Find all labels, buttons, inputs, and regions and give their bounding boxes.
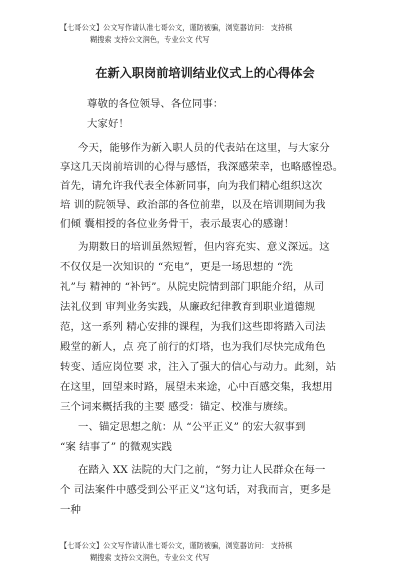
header-notice-line1: 【七哥公文】公文写作请认准七哥公文，谨防被骗，浏览器访问： 支持棋 bbox=[60, 23, 293, 32]
salutation: 尊敬的各位领导、各位同事： bbox=[87, 98, 224, 110]
paragraph-line: 不仅仅是一次知识的 “充电”，更是一场思想的 “洗 bbox=[60, 261, 293, 273]
section-heading: 一、锚定思想之航：从 “公平正义” 的宏大叙事到 bbox=[78, 421, 306, 433]
greeting: 大家好！ bbox=[87, 118, 129, 130]
paragraph-line: 殿堂的新人，点 亮了前行的灯塔，也为我们尽快完成角色 bbox=[60, 341, 326, 353]
header-notice bbox=[60, 22, 360, 46]
paragraph-line: 法礼仪到 审判业务实践，从廉政纪律教育到职业道德规 bbox=[60, 301, 316, 313]
paragraph-line: 一种 bbox=[60, 504, 81, 516]
paragraph-line: 转变、适应岗位要 求，注入了强大的信心与动力。此刻，站 bbox=[60, 361, 337, 373]
section-heading: “案 结事了” 的微观实践 bbox=[60, 441, 173, 453]
paragraph-line: 享这几天岗前培训的心得与感悟，我深感荣幸，也略感惶恐。 bbox=[60, 161, 344, 173]
paragraph-line: 三个词来概括我的主要 感受：锚定、校准与赓续。 bbox=[60, 401, 295, 413]
paragraph-line: 培 训的院领导、政治部的各位前辈，以及在培训期间为我 bbox=[60, 199, 326, 211]
header-notice-line2: 糊搜索 支持公文润色，专业公文 代写 bbox=[90, 35, 210, 44]
paragraph-line: 在这里，回望来时路，展望未来途，心中百感交集，我想用 bbox=[60, 381, 333, 393]
paragraph-line: 首先，请允许我代表全体新同事，向为我们精心组织这次 bbox=[60, 180, 323, 192]
paragraph-line: 在踏入 XX 法院的大门之前，“努力让人民群众在每一 bbox=[78, 464, 326, 476]
footer-notice bbox=[60, 540, 360, 564]
paragraph-line: 范，这一系列 精心安排的课程，为我们这些即将踏入司法 bbox=[60, 321, 326, 333]
paragraph-line: 个 司法案件中感受到公平正义”这句话，对我而言，更多是 bbox=[60, 484, 332, 496]
footer-notice-line1: 【七哥公文】公文写作请认准七哥公文，谨防被骗，浏览器访问： 支持棋 bbox=[60, 541, 293, 550]
paragraph-line: 今天，能够作为新入职人员的代表站在这里，与大家分 bbox=[78, 142, 330, 154]
paragraph-line: 礼”与 精神的 “补钙”。从院史院情到部门职能介绍，从司 bbox=[60, 281, 325, 293]
paragraph-line: 为期数日的培训虽然短暂，但内容充实、意义深远。这 bbox=[78, 241, 330, 253]
footer-notice-line2: 糊搜索 支持公文润色，专业公文 代写 bbox=[90, 553, 210, 562]
paragraph-line: 们倾 囊相授的各位业务骨干，表示最衷心的感谢！ bbox=[60, 218, 295, 230]
document-title: 在新入职岗前培训结业仪式上的心得体会 bbox=[95, 66, 315, 80]
